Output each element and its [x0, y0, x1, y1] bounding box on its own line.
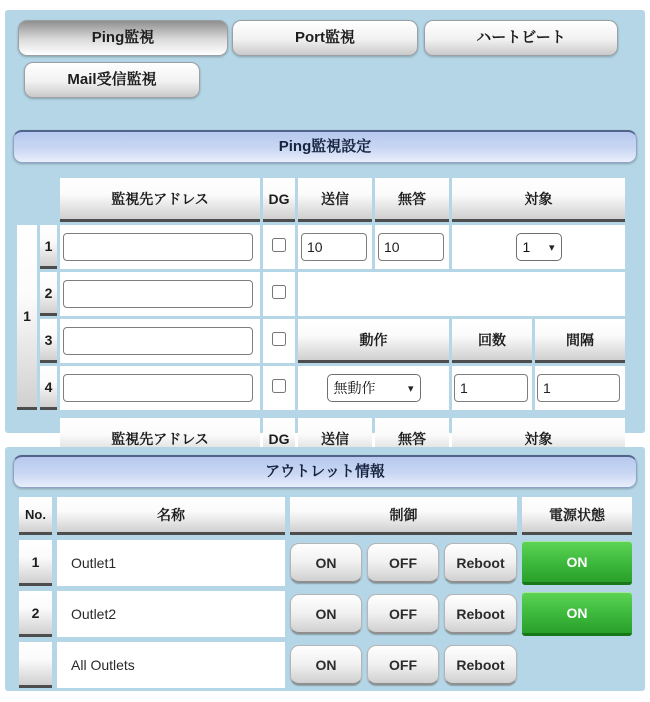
col-header-send: 送信 — [298, 418, 372, 462]
outlet-row — [19, 540, 632, 586]
target-select-value: 1 — [522, 239, 531, 255]
outlet-number-cell: 2 — [19, 591, 52, 637]
ping-row — [17, 366, 625, 410]
outlet-name: All Outlets — [57, 642, 285, 688]
col-header-send: 送信 — [298, 178, 372, 222]
outlet-info-panel — [5, 447, 645, 691]
interval-input[interactable] — [537, 374, 620, 402]
col-header-no: No. — [19, 497, 52, 535]
col-header-dg: DG — [263, 418, 295, 462]
row-number-cell: 3 — [40, 319, 57, 363]
dg-checkbox-1[interactable] — [272, 238, 286, 252]
send-count-input-1[interactable] — [301, 233, 367, 261]
action-select[interactable] — [327, 374, 421, 402]
col-header-address: 監視先アドレス — [60, 418, 260, 462]
col-header-action: 動作 — [298, 319, 449, 363]
all-outlets-on-button[interactable]: ON — [290, 645, 362, 685]
outlet2-reboot-button[interactable]: Reboot — [444, 594, 517, 634]
empty-merged-cell — [298, 272, 625, 316]
col-header-control: 制御 — [290, 497, 517, 535]
dg-checkbox-4[interactable] — [272, 379, 286, 393]
all-outlets-off-button[interactable]: OFF — [367, 645, 439, 685]
col-header-no-answer: 無答 — [375, 418, 449, 462]
col-header-dg: DG — [263, 178, 295, 222]
tab-heartbeat[interactable]: ハートビート — [424, 20, 618, 56]
address-input-4[interactable] — [63, 374, 253, 402]
ping-row — [17, 272, 625, 316]
col-header-count: 回数 — [452, 319, 532, 363]
target-select[interactable] — [516, 233, 562, 261]
col-header-target: 対象 — [452, 418, 625, 462]
col-header-no-answer: 無答 — [375, 178, 449, 222]
tab-mail-monitor[interactable]: Mail受信監視 — [24, 62, 200, 98]
chevron-down-icon: ▾ — [407, 382, 414, 395]
outlet2-off-button[interactable]: OFF — [367, 594, 439, 634]
all-outlets-reboot-button[interactable]: Reboot — [444, 645, 517, 685]
tab-ping-monitor[interactable]: Ping監視 — [18, 20, 228, 56]
row-number-cell: 1 — [40, 225, 57, 269]
no-answer-input-1[interactable] — [378, 233, 444, 261]
outlet-table — [14, 492, 637, 693]
outlet-name: Outlet1 — [57, 540, 285, 586]
col-header-target: 対象 — [452, 178, 625, 222]
outlet-row — [19, 642, 632, 688]
ping-row — [17, 319, 625, 363]
outlet1-reboot-button[interactable]: Reboot — [444, 543, 517, 583]
address-input-2[interactable] — [63, 280, 253, 308]
group-number-cell: 1 — [17, 225, 37, 410]
dg-checkbox-2[interactable] — [272, 285, 286, 299]
ping-row — [17, 225, 625, 269]
tab-port-monitor[interactable]: Port監視 — [232, 20, 418, 56]
outlet-row — [19, 591, 632, 637]
outlet1-off-button[interactable]: OFF — [367, 543, 439, 583]
ping-monitor-panel — [5, 10, 645, 447]
outlet-name: Outlet2 — [57, 591, 285, 637]
ping-settings-table — [14, 175, 628, 413]
outlet1-on-button[interactable]: ON — [290, 543, 362, 583]
address-input-3[interactable] — [63, 327, 253, 355]
power-status-badge: ON — [522, 592, 632, 636]
col-header-interval: 間隔 — [535, 319, 625, 363]
col-header-power: 電源状態 — [522, 497, 632, 535]
action-select-value: 無動作 — [333, 380, 376, 396]
outlet-number-cell: 1 — [19, 540, 52, 586]
col-header-name: 名称 — [57, 497, 285, 535]
dg-checkbox-3[interactable] — [272, 332, 286, 346]
count-input[interactable] — [454, 374, 528, 402]
ping-settings-title: Ping監視設定 — [13, 130, 637, 163]
power-status-badge: ON — [522, 541, 632, 585]
outlet2-on-button[interactable]: ON — [290, 594, 362, 634]
address-input-1[interactable] — [63, 233, 253, 261]
row-number-cell: 2 — [40, 272, 57, 316]
row-number-cell: 4 — [40, 366, 57, 410]
chevron-down-icon: ▾ — [548, 241, 555, 254]
outlet-info-title: アウトレット情報 — [13, 455, 637, 488]
col-header-address: 監視先アドレス — [60, 178, 260, 222]
outlet-number-cell — [19, 642, 52, 688]
